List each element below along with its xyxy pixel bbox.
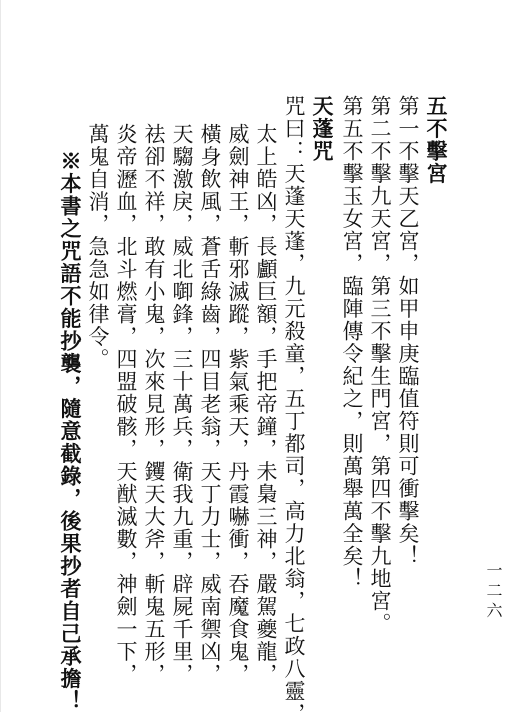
mantra-column-3: 威劍神王，斬邪滅蹤，紫氣乘天，丹霞嚇衝，吞魔食鬼， bbox=[226, 123, 250, 686]
heading-five-no-attack: 五不擊宮 bbox=[424, 95, 449, 185]
heading-tianpeng-mantra: 天蓬咒 bbox=[310, 95, 335, 163]
text-column-1: 第一不擊天乙宮，如甲申庚臨值符則可衝擊矣！ bbox=[396, 95, 420, 568]
mantra-column-7: 炎帝瀝血，北斗燃膏，四盟破骸，天猷滅數，神劍一下， bbox=[114, 123, 138, 686]
text-column-3: 第五不擊玉女宮，臨陣傳令紀之，則萬舉萬全矣！ bbox=[340, 95, 364, 590]
mantra-column-4: 橫身飲風，蒼舌綠齒，四目老翁，天丁力士，威南禦凶， bbox=[198, 123, 222, 686]
page-edge bbox=[0, 0, 1, 712]
text-column-2: 第二不擊九天宮，第三不擊生門宮，第四不擊九地宮。 bbox=[368, 95, 392, 635]
mantra-column-5: 天騶激戾，威北啣鋒，三十萬兵，衛我九重，辟屍千里， bbox=[170, 123, 194, 686]
mantra-column-1: 咒曰：天蓬天蓬，九元殺童，五丁都司，高力北翁，七政八靈， bbox=[282, 95, 306, 725]
page-number: 一二六 bbox=[484, 562, 503, 622]
mantra-column-6: 祛卻不祥，敢有小鬼，次來見形，钁天大斧，斬鬼五形， bbox=[142, 123, 166, 686]
copyright-notice: ※本書之咒語不能抄襲，隨意截錄，後果抄者自己承擔！ bbox=[58, 150, 83, 713]
mantra-column-8: 萬鬼自消，急急如律令。 bbox=[86, 123, 110, 371]
mantra-column-2: 太上皓凶，長顱巨額，手把帝鐘，未梟三神，嚴駕夔龍， bbox=[254, 123, 278, 686]
